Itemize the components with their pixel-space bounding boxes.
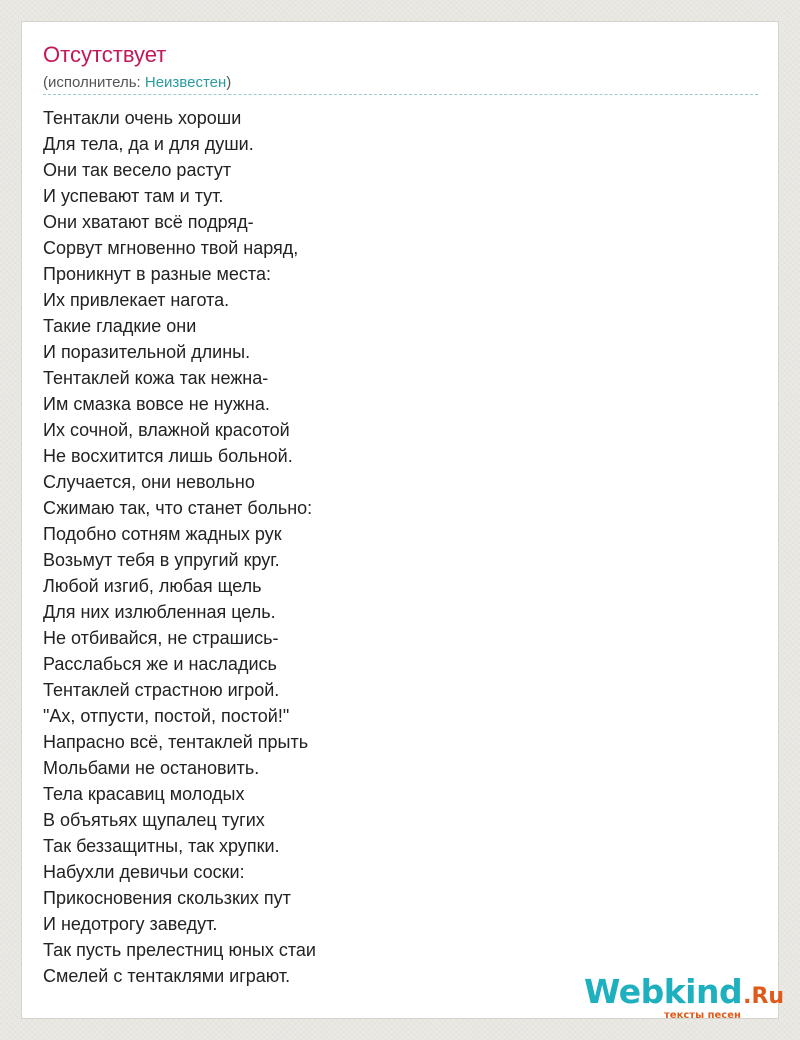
lyric-line: Тентаклей страстною игрой.	[43, 680, 280, 700]
artist-prefix: (исполнитель:	[43, 74, 145, 91]
lyric-line: Их привлекает нагота.	[43, 290, 230, 310]
webkind-logo[interactable]	[584, 972, 784, 1022]
artist-suffix: )	[226, 74, 232, 91]
lyric-line: И недотрогу заведут.	[43, 914, 218, 934]
lyric-line: Тентакли очень хороши	[43, 108, 242, 128]
lyric-line: Прикосновения скользких пут	[43, 888, 291, 908]
lyric-line: Такие гладкие они	[43, 316, 197, 336]
lyric-line: И поразительной длины.	[43, 342, 251, 362]
lyric-line: Набухли девичьи соски:	[43, 862, 245, 882]
lyric-line: Случается, они невольно	[43, 472, 255, 492]
lyric-line: Не отбивайся, не страшись-	[43, 628, 279, 648]
lyric-line: Возьмут тебя в упругий круг.	[43, 550, 280, 570]
logo-name: Webkind	[584, 972, 743, 1011]
lyrics-card	[21, 21, 785, 1021]
lyric-line: Не восхитится лишь больной.	[43, 446, 293, 466]
artist-link[interactable]: Неизвестен	[144, 74, 227, 91]
logo-tld: .Ru	[743, 984, 785, 1009]
lyric-line: Расслабься же и насладись	[43, 654, 277, 674]
lyric-line: Любой изгиб, любая щель	[43, 576, 262, 596]
lyric-line: Так пусть прелестниц юных стаи	[43, 940, 316, 960]
lyrics-text	[43, 105, 316, 989]
lyric-line: Им смазка вовсе не нужна.	[43, 394, 270, 414]
lyric-line: Они так весело растут	[43, 160, 232, 180]
lyric-line: Подобно сотням жадных рук	[43, 524, 282, 544]
lyric-line: "Ах, отпусти, постой, постой!"	[43, 706, 290, 726]
lyric-line: Мольбами не остановить.	[43, 758, 260, 778]
lyric-line: Сорвут мгновенно твой наряд,	[43, 238, 299, 258]
lyric-line: В объятьях щупалец тугих	[43, 810, 265, 830]
logo-tagline: тексты песен	[664, 1010, 741, 1021]
lyric-line: Смелей с тентаклями играют.	[43, 966, 291, 986]
title-divider	[43, 94, 758, 95]
lyric-line: Напрасно всё, тентаклей прыть	[43, 732, 309, 752]
lyric-line: Так беззащитны, так хрупки.	[43, 836, 280, 856]
lyric-line: Тентаклей кожа так нежна-	[43, 368, 269, 388]
song-title: Отсутствует	[43, 42, 167, 67]
lyric-line: Проникнут в разные места:	[43, 264, 271, 284]
lyric-line: Для тела, да и для души.	[43, 134, 254, 154]
lyric-line: Они хватают всё подряд-	[43, 212, 254, 232]
lyric-line: Для них излюбленная цель.	[43, 602, 276, 622]
lyric-line: Их сочной, влажной красотой	[43, 420, 290, 440]
lyric-line: Тела красавиц молодых	[43, 784, 245, 804]
lyric-line: Сжимаю так, что станет больно:	[43, 498, 313, 518]
lyric-line: И успевают там и тут.	[43, 186, 224, 206]
artist-line	[43, 74, 231, 92]
